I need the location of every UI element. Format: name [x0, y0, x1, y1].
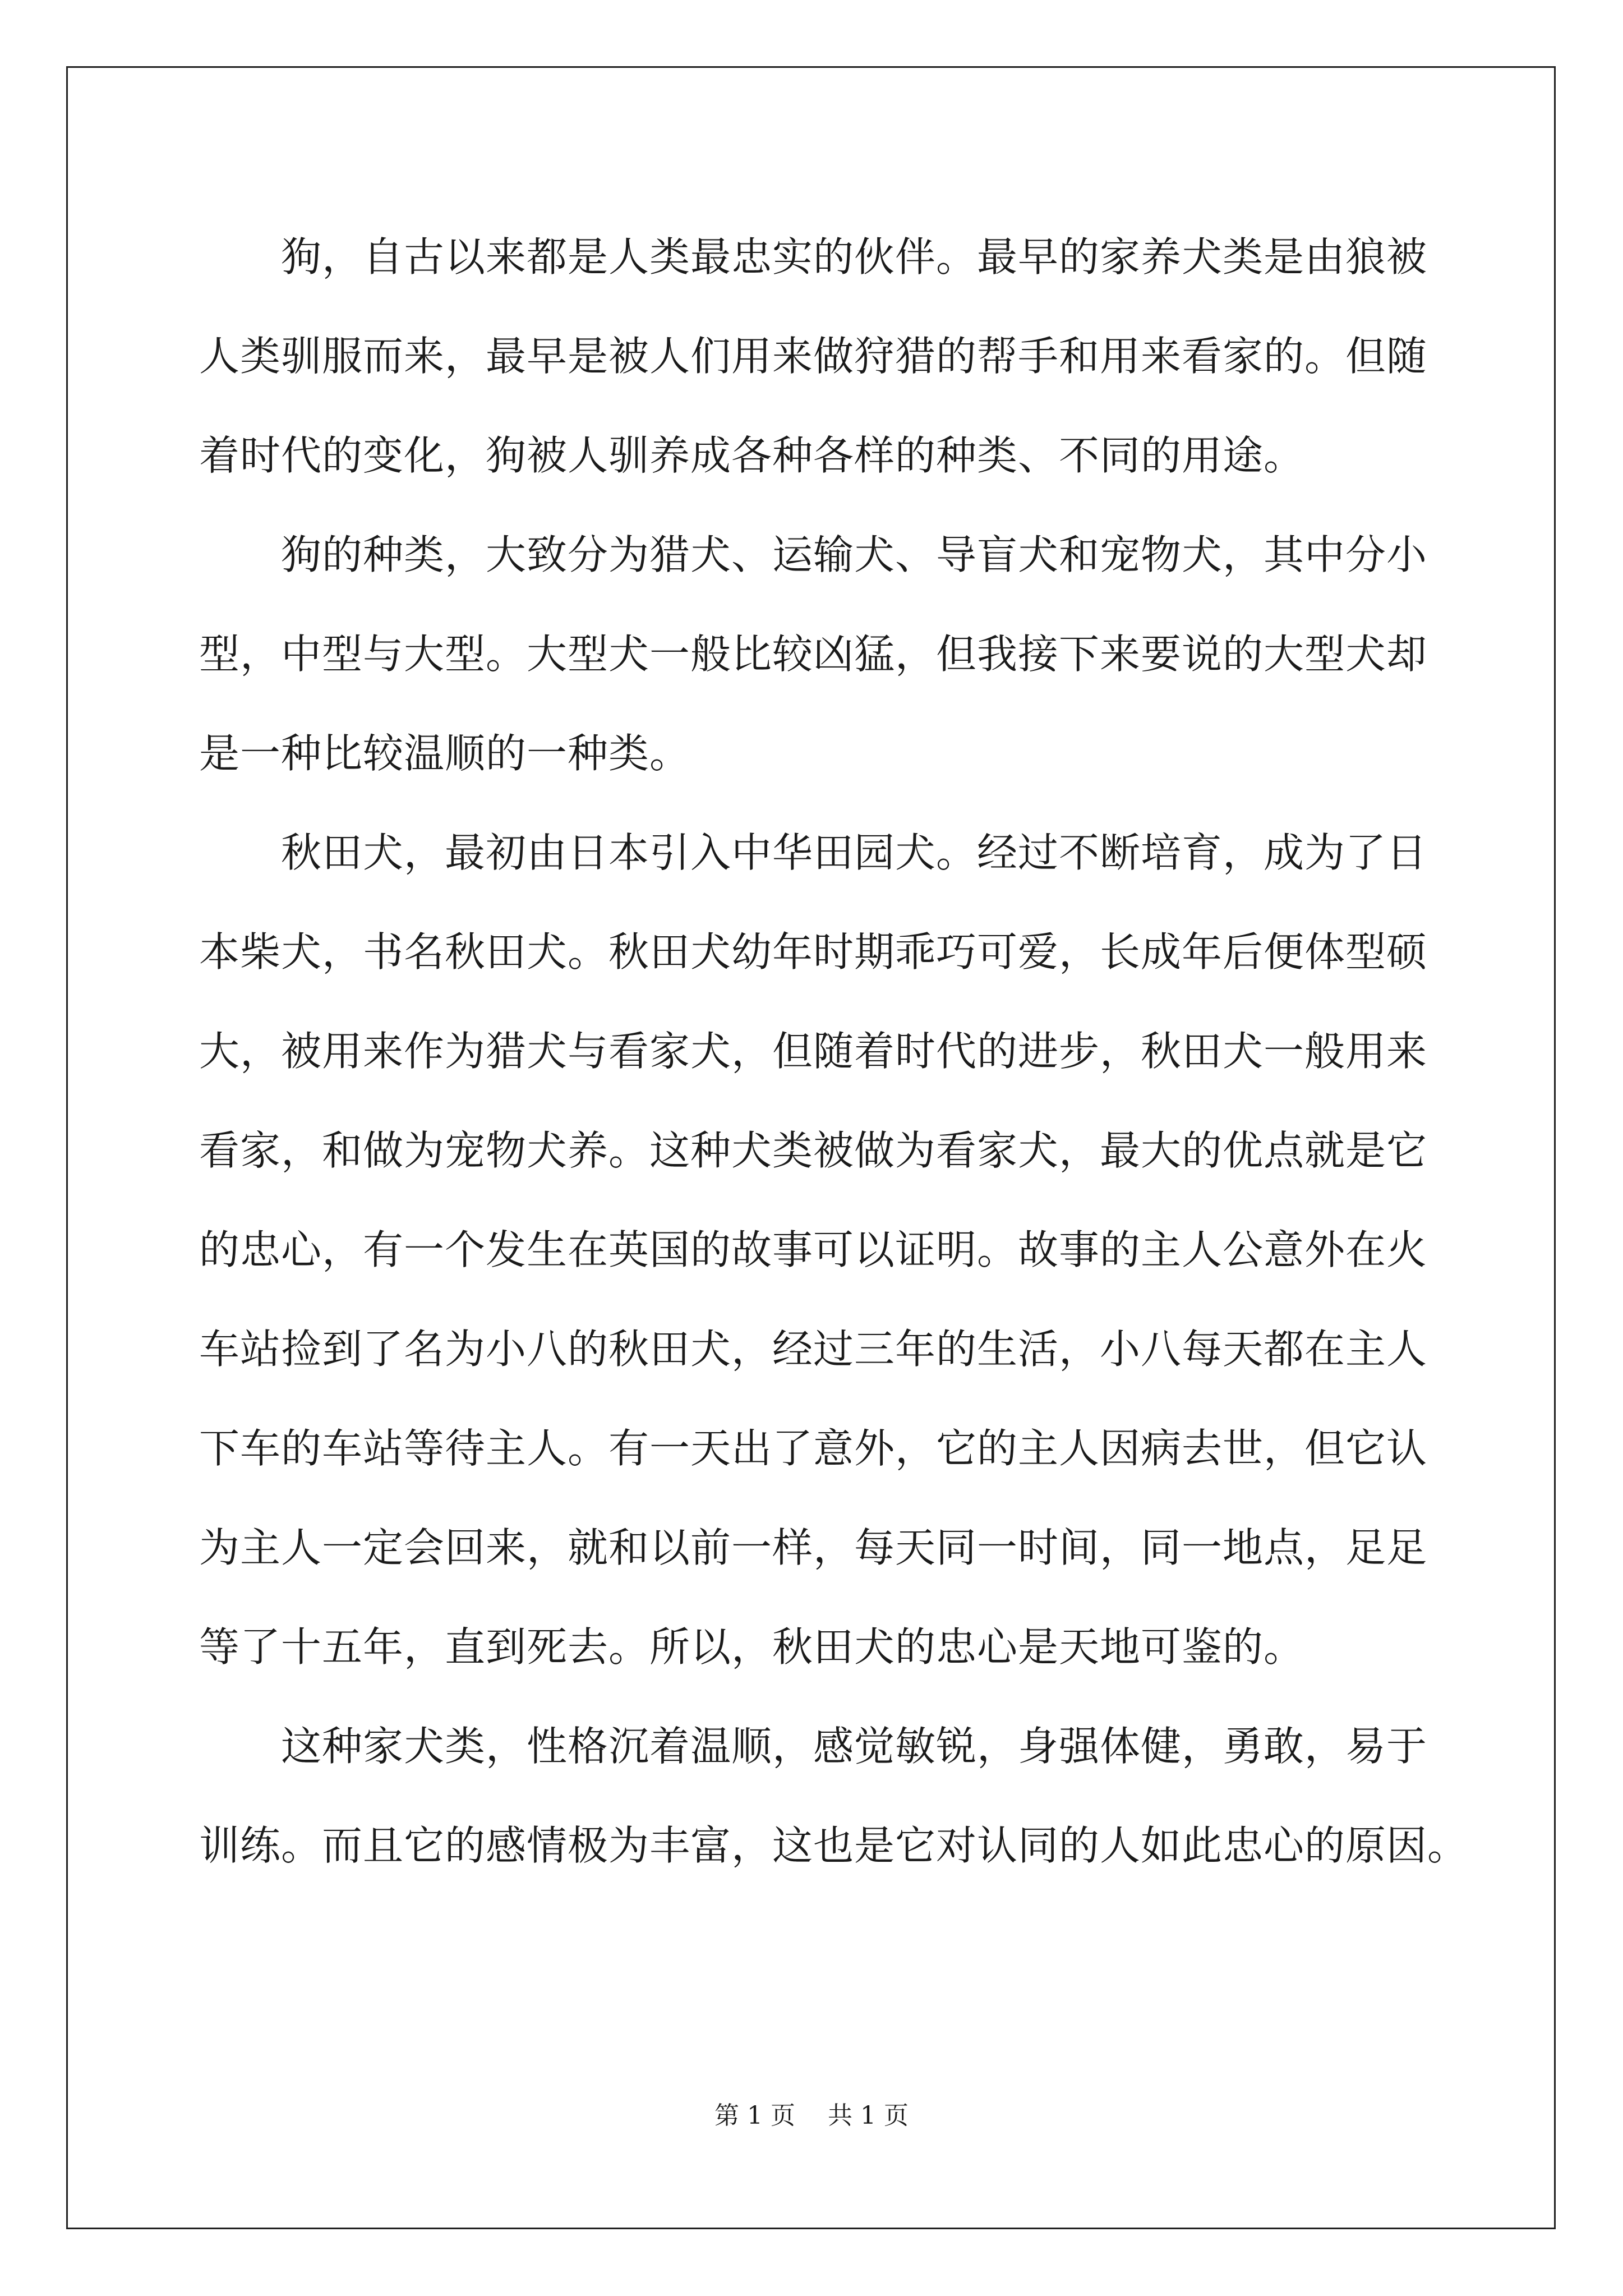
text-line: 狗，自古以来都是人类最忠实的伙伴。最早的家养犬类是由狼被 [199, 233, 1428, 280]
text-line: 为主人一定会回来，就和以前一样，每天同一时间，同一地点，足足 [199, 1524, 1428, 1571]
text-line: 看家，和做为宠物犬养。这种犬类被做为看家犬，最大的优点就是它 [199, 1127, 1428, 1174]
text-line: 下车的车站等待主人。有一天出了意外，它的主人因病去世，但它认 [199, 1425, 1428, 1472]
text-line: 等了十五年，直到死去。所以，秋田犬的忠心是天地可鉴的。 [199, 1623, 1305, 1671]
text-line: 是一种比较温顺的一种类。 [199, 730, 691, 777]
text-line: 人类驯服而来，最早是被人们用来做狩猎的帮手和用来看家的。但随 [199, 333, 1428, 380]
text-line: 狗的种类，大致分为猎犬、运输犬、导盲犬和宠物犬，其中分小 [199, 531, 1428, 578]
text-line: 训练。而且它的感情极为丰富，这也是它对认同的人如此忠心的原因。 [199, 1822, 1469, 1869]
text-line: 型，中型与大型。大型犬一般比较凶猛，但我接下来要说的大型犬却 [199, 631, 1428, 678]
document-body [199, 208, 1469, 1895]
text-line: 这种家犬类，性格沉着温顺，感觉敏锐，身强体健，勇敢，易于 [199, 1723, 1428, 1770]
text-line: 车站捡到了名为小八的秋田犬，经过三年的生活，小八每天都在主人 [199, 1326, 1428, 1373]
text-line: 大，被用来作为猎犬与看家犬，但随着时代的进步，秋田犬一般用来 [199, 1028, 1428, 1075]
text-line: 本柴犬，书名秋田犬。秋田犬幼年时期乖巧可爱，长成年后便体型硕 [199, 928, 1428, 976]
text-line: 的忠心，有一个发生在英国的故事可以证明。故事的主人公意外在火 [199, 1226, 1428, 1273]
page-number-footer: 第 1 页 共 1 页 [714, 2101, 909, 2130]
text-line: 着时代的变化，狗被人驯养成各种各样的种类、不同的用途。 [199, 432, 1305, 479]
text-line: 秋田犬，最初由日本引入中华田园犬。经过不断培育，成为了日 [199, 829, 1428, 876]
